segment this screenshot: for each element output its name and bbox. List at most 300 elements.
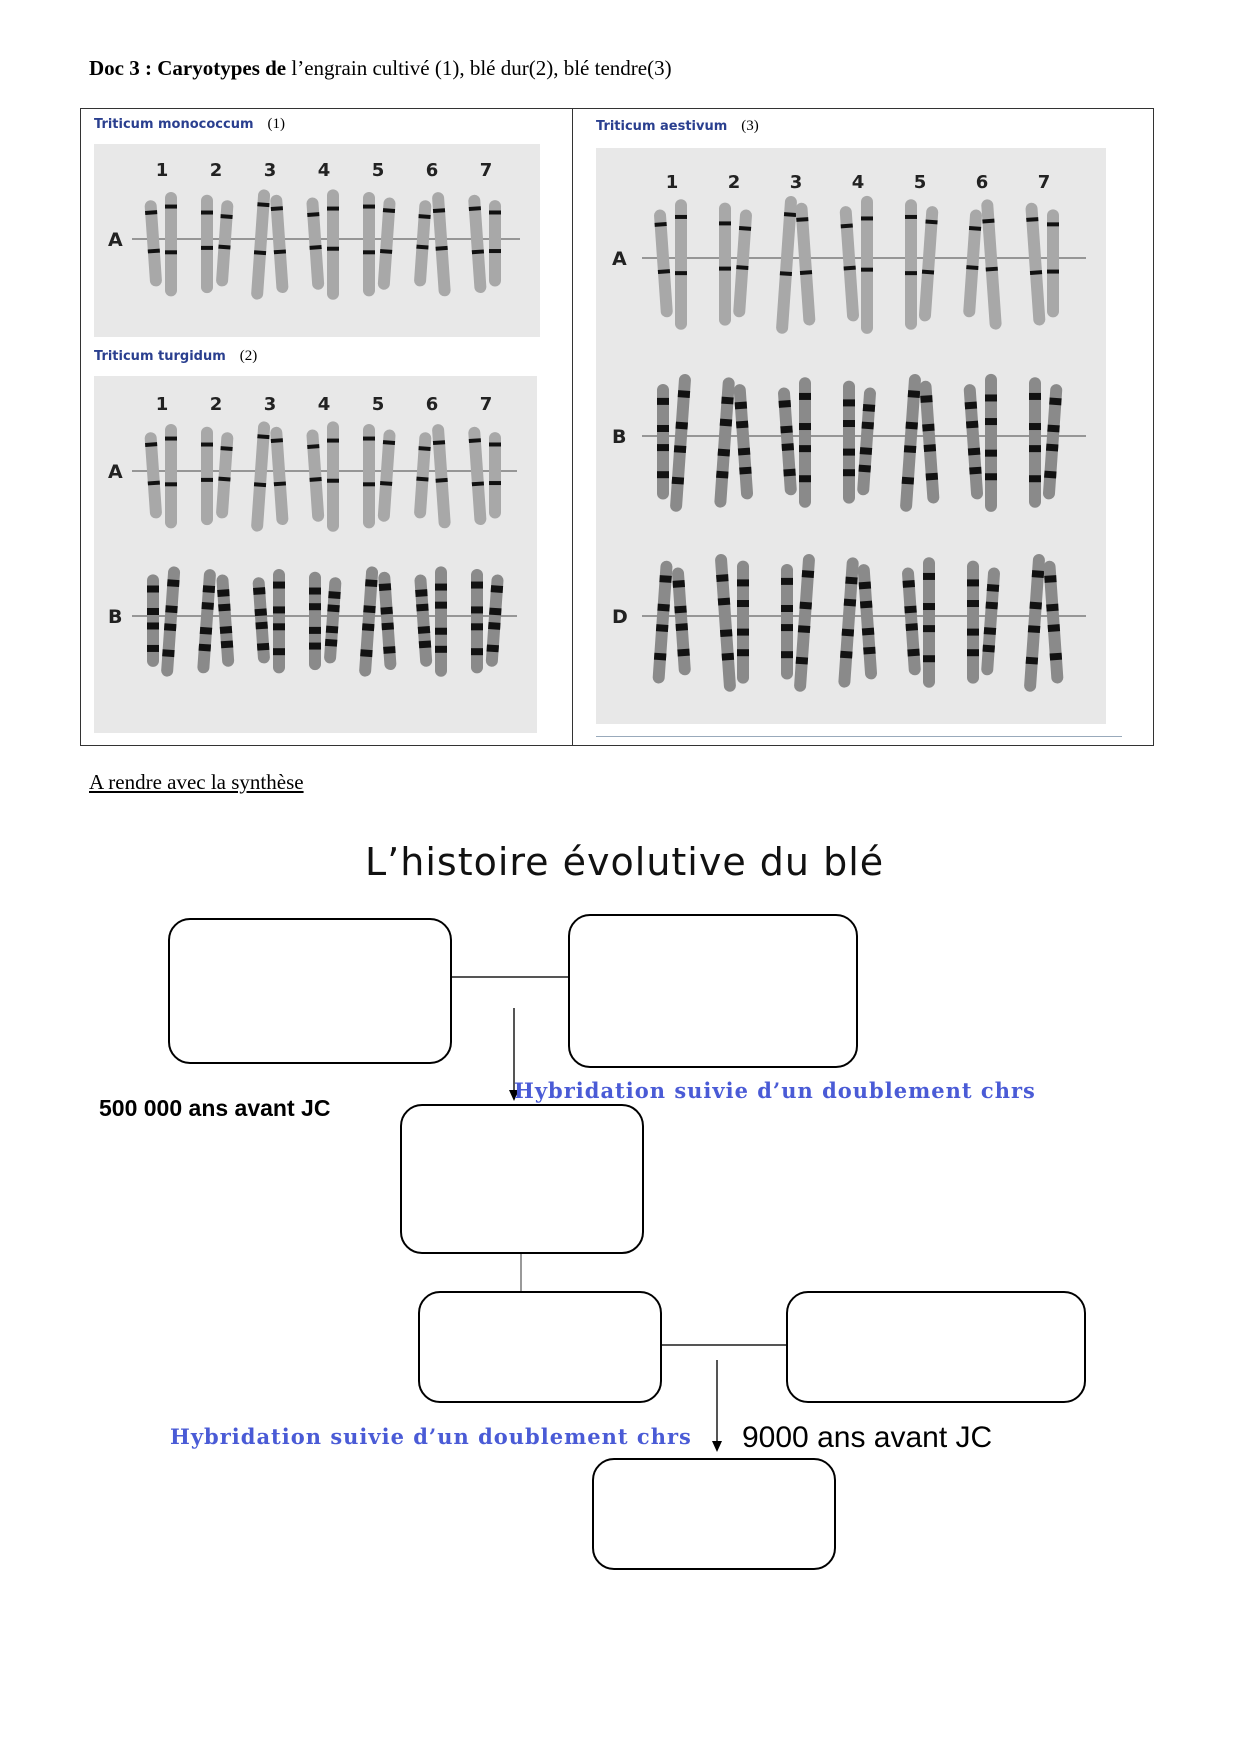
chromosome-number-label: 3: [263, 394, 277, 415]
date-label: 500 000 ans avant JC: [99, 1095, 331, 1121]
chromosome: [201, 427, 213, 525]
chromosome-band: [218, 604, 230, 612]
chromosome-band: [433, 208, 445, 213]
chromosome-band: [674, 445, 686, 453]
answer-box-4[interactable]: [418, 1291, 662, 1403]
chromosome-band: [254, 250, 266, 255]
chromosome-band: [657, 398, 669, 405]
chromosome-band: [657, 425, 669, 432]
chromosome-band: [254, 482, 266, 487]
species-name: Triticum turgidum: [94, 349, 226, 364]
chromosome-band: [965, 402, 977, 410]
chromosome-pair: [147, 566, 180, 677]
panel-underline: [596, 736, 1122, 737]
chromosome-band: [784, 212, 796, 217]
chromosome-band: [860, 601, 872, 609]
chromosome-pair: [838, 557, 877, 688]
chromosome-band: [799, 423, 811, 430]
chromosome-pair: [1025, 202, 1059, 326]
panel-number: (1): [267, 116, 286, 132]
chromosome-band: [1047, 222, 1059, 226]
arrow-shaft: [716, 1360, 718, 1444]
chromosome-band: [720, 629, 732, 637]
chromosome-band: [365, 579, 377, 587]
chromosome-band: [309, 588, 321, 595]
chromosome-band: [273, 623, 285, 630]
chromosome: [309, 572, 321, 670]
chromosome-band: [471, 623, 483, 630]
chromosome-band: [982, 645, 994, 653]
chromosome-band: [925, 220, 937, 225]
chromosome: [432, 424, 451, 529]
chromosome-band: [145, 442, 157, 447]
chromosome-band: [783, 469, 795, 477]
chromosome-pair: [967, 561, 1000, 684]
chromosome-band: [800, 270, 812, 275]
chromosome-number-label: 3: [789, 172, 803, 193]
chromosome-band: [985, 473, 997, 480]
chromosome-band: [986, 267, 998, 272]
chromosome-band: [363, 605, 375, 613]
chromosome-band: [672, 477, 684, 485]
chromosome-band: [415, 589, 427, 597]
genome-row-label: B: [612, 426, 627, 448]
chromosome-band: [487, 644, 499, 652]
chromosome-band: [489, 442, 501, 446]
caption-turgidum: [94, 348, 257, 365]
chromosome-band: [220, 446, 232, 451]
chromosome-band: [782, 443, 794, 451]
chromosome-pair: [144, 424, 177, 528]
chromosome-band: [1029, 423, 1041, 430]
chromosome-band: [780, 426, 792, 434]
chromosome-number-label: 1: [155, 394, 169, 415]
chromosome-number-label: 7: [1037, 172, 1051, 193]
chromosome-band: [328, 591, 340, 599]
chromosome-pair: [781, 554, 815, 693]
chromosome-pair: [306, 189, 339, 299]
chromosome-band: [905, 422, 917, 430]
chromosome-band: [781, 651, 793, 658]
chromosome-band: [257, 434, 269, 439]
answer-box-5[interactable]: [786, 1291, 1086, 1403]
chromosome-band: [165, 605, 177, 613]
chromosome-band: [147, 622, 159, 629]
chromosome-band: [469, 206, 481, 211]
chromosome-band: [201, 602, 213, 610]
chromosome-number-label: 6: [975, 172, 989, 193]
chromosome-band: [969, 467, 981, 475]
genome-row-label: A: [108, 229, 123, 251]
chromosome-band: [675, 422, 687, 430]
chromosome-band: [718, 449, 730, 457]
chromosome-band: [1029, 445, 1041, 452]
chromosome-band: [471, 582, 483, 589]
chromosome-band: [862, 628, 874, 636]
chromosome-band: [255, 622, 267, 630]
chromosome-band: [737, 600, 749, 607]
chromosome-band: [1048, 624, 1060, 632]
chromosome-band: [381, 622, 393, 630]
chromosome-band: [926, 473, 938, 481]
chromosome-band: [736, 421, 748, 429]
chromosome-band: [435, 646, 447, 653]
chromosome-band: [967, 579, 979, 586]
genome-row-label: A: [612, 248, 627, 270]
chromosome-band: [472, 481, 484, 486]
chromosome-band: [967, 649, 979, 656]
chromosome-band: [165, 250, 177, 254]
chromosome-band: [418, 446, 430, 451]
chromosome-number-label: 4: [317, 160, 331, 181]
answer-box-6[interactable]: [592, 1458, 836, 1570]
chromosome-band: [1046, 604, 1058, 612]
chromosome-band: [309, 477, 321, 482]
chromosome-band: [1044, 471, 1056, 479]
chromosome-band: [488, 622, 500, 630]
chromosome-band: [657, 604, 669, 612]
chromosome-band: [906, 623, 918, 631]
chromosome-band: [739, 467, 751, 475]
genome-row-label: D: [612, 606, 628, 628]
chromosome-number-label: 6: [425, 394, 439, 415]
chromosome-number-label: 7: [479, 394, 493, 415]
chromosome: [435, 566, 447, 676]
chromosome: [216, 432, 234, 519]
chromosome-band: [1029, 475, 1041, 482]
chromosome: [306, 429, 324, 522]
chromosome-band: [274, 481, 286, 486]
chromosome: [714, 377, 735, 508]
chromosome-pair: [414, 424, 451, 529]
chromosome-number-label: 5: [371, 160, 385, 181]
chromosome-band: [802, 570, 814, 578]
chromosome: [324, 577, 342, 664]
document-title-rest: l’engrain cultivé (1), blé dur(2), blé tendre(3): [286, 56, 672, 80]
chromosome-band: [147, 586, 159, 593]
chromosome-band: [719, 267, 731, 271]
caption-aestivum: [596, 118, 759, 135]
chromosome-band: [780, 271, 792, 276]
document-title-bold: Doc 3 : Caryotypes de: [89, 56, 287, 80]
chromosome: [216, 200, 234, 287]
chromosome: [414, 200, 432, 287]
chromosome-band: [737, 629, 749, 636]
chromosome: [967, 561, 979, 684]
chromosome-pair: [776, 196, 816, 335]
arrowhead-icon: [712, 1441, 722, 1452]
chromosome-number-label: 2: [727, 172, 741, 193]
chromosome-band: [1029, 602, 1041, 610]
chromosome-pair: [309, 572, 342, 670]
chromosome-band: [673, 580, 685, 588]
chromosome-band: [967, 629, 979, 636]
chromosome-band: [676, 623, 688, 631]
chromosome-number-label: 4: [317, 394, 331, 415]
chromosome: [327, 421, 339, 531]
chromosome-band: [922, 424, 934, 432]
chromosome-band: [737, 649, 749, 656]
species-name: Triticum aestivum: [596, 119, 728, 134]
hybridation-label: Hybridation suivie d’un doublement chrs: [514, 1078, 1036, 1103]
chromosome-band: [380, 249, 392, 254]
chromosome-band: [844, 599, 856, 607]
chromosome: [857, 387, 877, 496]
chromosome-band: [418, 214, 430, 219]
chromosome-band: [165, 205, 177, 209]
chromosome-pair: [414, 566, 447, 676]
chromosome-band: [416, 604, 428, 612]
chromosome-band: [147, 645, 159, 652]
chromosome-band: [1047, 425, 1059, 433]
diagram-title: L’histoire évolutive du blé: [365, 840, 885, 884]
chromosome-pair: [1029, 377, 1063, 508]
chromosome-band: [966, 265, 978, 270]
chromosome-band: [678, 390, 690, 398]
chromosome-band: [1028, 625, 1040, 633]
chromosome-band: [489, 249, 501, 253]
chromosome-band: [435, 602, 447, 609]
chromosome-pair: [363, 192, 396, 296]
chromosome-band: [220, 626, 232, 634]
chromosome-band: [843, 399, 855, 406]
chromosome-band: [985, 418, 997, 425]
chromosome: [963, 384, 983, 500]
chromosome-band: [863, 647, 875, 655]
chromosome-band: [273, 582, 285, 589]
chromosome-band: [863, 404, 875, 412]
chromosome-band: [148, 481, 160, 486]
chromosome-band: [904, 445, 916, 453]
chromosome-band: [920, 395, 932, 403]
document-title: [89, 56, 672, 81]
chromosome-band: [656, 624, 668, 632]
panel-number: (3): [741, 118, 759, 134]
chromosome-number-label: 5: [913, 172, 927, 193]
chromosome-band: [781, 605, 793, 612]
chromosome-number-label: 6: [425, 160, 439, 181]
chromosome: [327, 189, 339, 299]
chromosome-band: [383, 440, 395, 445]
chromosome-band: [799, 393, 811, 400]
chromosome-band: [924, 444, 936, 452]
chromosome-band: [274, 249, 286, 254]
chromosome-pair: [414, 192, 451, 297]
table-divider: [572, 108, 573, 746]
chromosome-band: [201, 443, 213, 447]
chromosome-band: [201, 211, 213, 215]
chromosome-band: [203, 585, 215, 593]
chromosome-band: [739, 226, 751, 231]
date-label: 9000 ans avant JC: [742, 1421, 993, 1454]
chromosome-band: [985, 450, 997, 457]
chromosome-band: [201, 478, 213, 482]
chromosome: [843, 381, 855, 504]
chromosome-band: [985, 394, 997, 401]
connector-line: [662, 1344, 786, 1346]
chromosome-band: [796, 657, 808, 665]
chromosome-band: [859, 582, 871, 590]
chromosome-pair: [714, 377, 753, 508]
chromosome-pair: [144, 192, 177, 296]
chromosome-band: [721, 397, 733, 405]
chromosome-band: [779, 400, 791, 408]
chromosome-band: [471, 606, 483, 613]
chromosome-band: [781, 578, 793, 585]
chromosome-pair: [197, 569, 235, 674]
chromosome-number-label: 1: [155, 160, 169, 181]
chromosome-band: [489, 481, 501, 485]
answer-box-1[interactable]: [168, 918, 452, 1064]
chromosome-pair: [657, 374, 691, 513]
chromosome-pair: [1024, 554, 1064, 693]
return-note: A rendre avec la synthèse: [89, 770, 304, 794]
karyotype-svg: [94, 376, 537, 733]
chromosome-band: [1046, 444, 1058, 452]
chromosome-band: [860, 447, 872, 455]
chromosome-band: [165, 437, 177, 441]
chromosome-number-label: 1: [665, 172, 679, 193]
chromosome-band: [1049, 398, 1061, 406]
answer-box-3[interactable]: [400, 1104, 644, 1254]
chromosome: [201, 195, 213, 293]
chromosome-band: [799, 475, 811, 482]
karyotype-svg: [94, 144, 540, 337]
chromosome-band: [469, 438, 481, 443]
chromosome-band: [436, 246, 448, 251]
karyotype-panel-monococcum: [94, 144, 540, 337]
chromosome-pair: [843, 381, 876, 504]
chromosome-band: [148, 249, 160, 254]
chromosome-band: [419, 640, 431, 648]
chromosome-band: [363, 437, 375, 441]
chromosome-band: [200, 627, 212, 635]
chromosome: [197, 569, 216, 674]
chromosome-band: [842, 629, 854, 637]
chromosome-band: [165, 482, 177, 486]
chromosome-band: [923, 625, 935, 632]
chromosome-band: [255, 608, 267, 616]
chromosome: [733, 209, 753, 318]
chromosome-band: [307, 212, 319, 217]
chromosome-pair: [778, 377, 811, 508]
chromosome-band: [737, 579, 749, 586]
chromosome-band: [1047, 270, 1059, 274]
chromosome-band: [968, 448, 980, 456]
chromosome-band: [903, 580, 915, 588]
chromosome-band: [905, 271, 917, 275]
hybridation-label: Hybridation suivie d’un doublement chrs: [170, 1424, 692, 1449]
chromosome-band: [986, 602, 998, 610]
species-name: Triticum monococcum: [94, 117, 254, 132]
chromosome-band: [798, 625, 810, 633]
chromosome-pair: [963, 199, 1002, 330]
chromosome-band: [147, 608, 159, 615]
chromosome-pair: [359, 566, 397, 677]
chromosome-band: [967, 600, 979, 607]
chromosome-number-label: 3: [263, 160, 277, 181]
chromosome-band: [271, 206, 283, 211]
chromosome-band: [716, 574, 728, 582]
chromosome-band: [982, 219, 994, 224]
chromosome-band: [1032, 570, 1044, 578]
chromosome-band: [253, 587, 265, 595]
chromosome-number-label: 2: [209, 394, 223, 415]
chromosome: [981, 199, 1002, 330]
chromosome-band: [257, 202, 269, 207]
chromosome-band: [221, 640, 233, 648]
chromosome-pair: [251, 421, 289, 532]
chromosome-band: [966, 421, 978, 429]
chromosome: [414, 574, 432, 667]
chromosome-band: [383, 208, 395, 213]
chromosome-band: [781, 624, 793, 631]
chromosome-band: [1029, 393, 1041, 400]
chromosome-number-label: 2: [209, 160, 223, 181]
chromosome-pair: [201, 195, 234, 293]
chromosome-band: [861, 216, 873, 220]
chromosome-band: [654, 653, 666, 661]
chromosome: [432, 192, 451, 297]
chromosome-band: [718, 598, 730, 606]
chromosome-band: [162, 649, 174, 657]
chromosome-band: [471, 648, 483, 655]
chromosome-band: [987, 584, 999, 592]
chromosome-band: [658, 269, 670, 274]
chromosome-band: [383, 646, 395, 654]
chromosome-band: [657, 444, 669, 451]
chromosome-pair: [471, 569, 504, 673]
chromosome-band: [309, 603, 321, 610]
chromosome-band: [362, 623, 374, 631]
chromosome-band: [218, 477, 230, 482]
chromosome-band: [418, 626, 430, 634]
chromosome-band: [217, 589, 229, 597]
chromosome-band: [433, 440, 445, 445]
chromosome-band: [327, 479, 339, 483]
chromosome: [719, 203, 731, 326]
chromosome-band: [969, 226, 981, 231]
chromosome-number-label: 4: [851, 172, 865, 193]
chromosome-band: [657, 471, 669, 478]
chromosome-band: [167, 579, 179, 587]
chromosome-band: [736, 265, 748, 270]
chromosome-band: [675, 271, 687, 275]
chromosome-band: [1044, 575, 1056, 583]
chromosome-band: [674, 606, 686, 614]
chromosome-pair: [251, 189, 289, 300]
chromosome: [981, 567, 1001, 676]
chromosome-band: [199, 644, 211, 652]
chromosome-band: [858, 465, 870, 473]
chromosome-band: [904, 606, 916, 614]
chromosome-band: [380, 481, 392, 486]
chromosome-band: [145, 210, 157, 215]
chromosome-band: [905, 215, 917, 219]
connector-line: [452, 976, 568, 978]
genome-row-label: A: [108, 461, 123, 483]
chromosome-band: [327, 439, 339, 443]
chromosome-band: [738, 448, 750, 456]
chromosome-band: [273, 648, 285, 655]
chromosome-band: [799, 445, 811, 452]
answer-box-2[interactable]: [568, 914, 858, 1068]
chromosome-pair: [468, 194, 501, 293]
chromosome-band: [1026, 217, 1038, 222]
chromosome: [414, 432, 432, 519]
chromosome-band: [902, 477, 914, 485]
chromosome-pair: [900, 374, 940, 513]
